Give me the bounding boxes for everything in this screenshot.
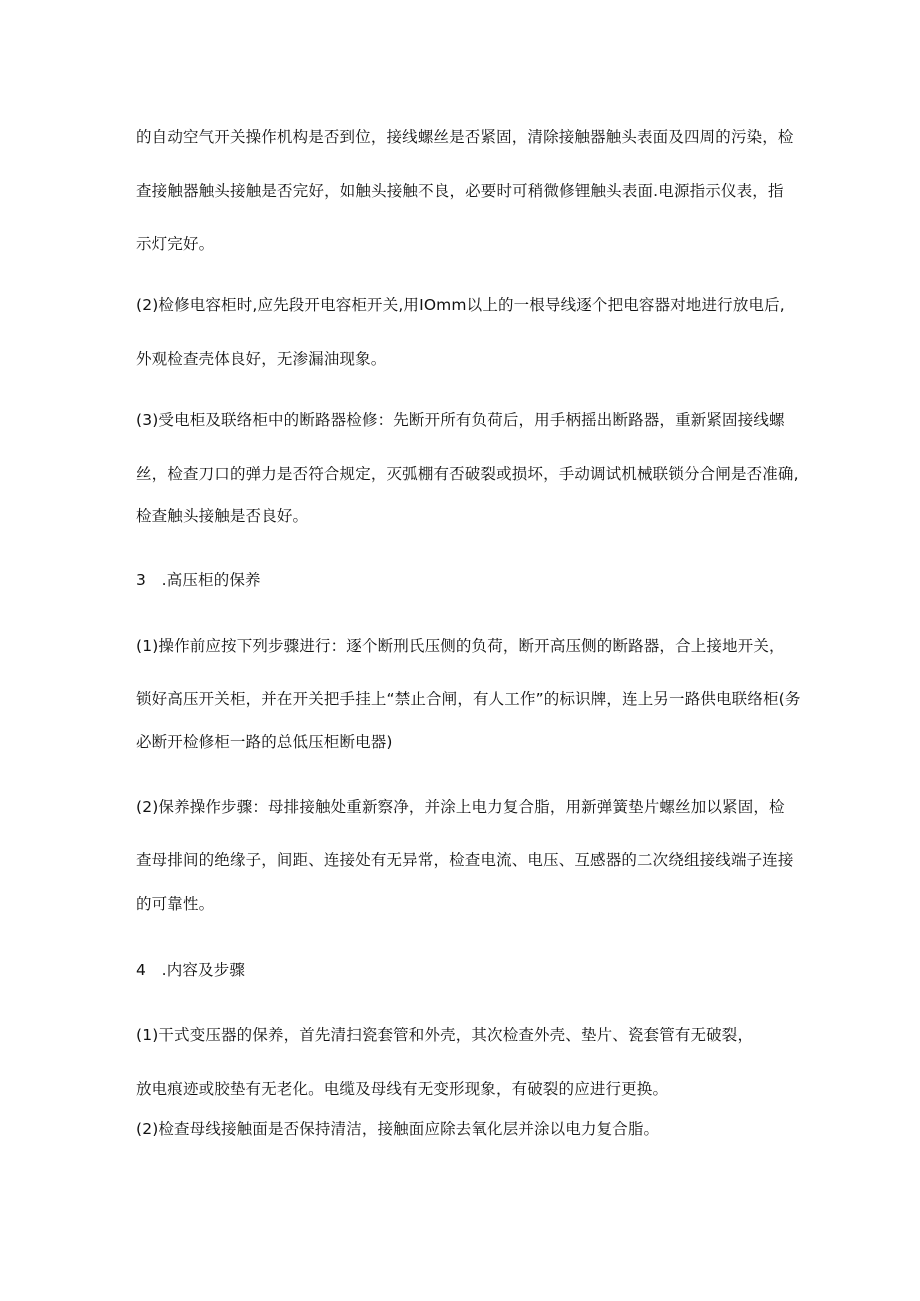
text-line: ( 3 ) 受 电 柜 及 联 络 柜 中 的 断 路 器 检 修 ： 先 断 开 所 有 负 荷 后 ， 用 手 柄 摇 出 断 路 器 ， 重 新 紧 固 接 线 螺 (136, 411, 785, 429)
section-heading: 4 .内容及步骤 (136, 961, 245, 979)
text-line: (2)检查母线接触面是否保持清洁，接触面应除去氧化层并涂以电力复合脂。 (136, 1120, 660, 1138)
text-line: ( 2 ) 检 修 电 容 柜 时 , 应 先 段 开 电 容 柜 开 关 , 用 I O m m 以 上 的 一 根 导 线 逐 个 把 电 容 器 对 地 进 行 放 电 后 , (136, 296, 785, 314)
text-line: 示灯完好。 (136, 235, 215, 253)
text-line: (1)干式变压器的保养，首先清扫瓷套管和外壳，其次检查外壳、垫片、瓷套管有无破裂， (136, 1026, 754, 1044)
text-line: 的 自 动 空 气 开 关 操 作 机 构 是 否 到 位 ， 接 线 螺 丝 是 否 紧 固 ， 清 除 接 触 器 触 头 表 面 及 四 周 的 污 染 ， 检 (136, 128, 794, 146)
text-line: 必断开检修柜一路的总低压柜断电器) (136, 733, 393, 751)
text-line: 丝 ， 检 查 刀 口 的 弹 力 是 否 符 合 规 定 ， 灭 弧 棚 有 否 破 裂 或 损 坏 ， 手 动 调 试 机 械 联 锁 分 合 闸 是 否 准 确 , (136, 465, 799, 483)
text-line: 检查触头接触是否良好。 (136, 507, 309, 525)
text-line: 查 接 触 器 触 头 接 触 是 否 完 好 ， 如 触 头 接 触 不 良 ， 必 要 时 可 稍 微 修 锂 触 头 表 面 . 电 源 指 示 仪 表 ， 指 (136, 182, 784, 200)
section-heading: 3 .高压柜的保养 (136, 571, 261, 589)
text-line: ( 2 ) 保 养 操 作 步 骤 ： 母 排 接 触 处 重 新 察 净 ， 并 涂 上 电 力 复 合 脂 ， 用 新 弹 簧 垫 片 螺 丝 加 以 紧 固 ， 检 (136, 798, 785, 816)
text-line: 的可靠性。 (136, 895, 215, 913)
text-line: 放电痕迹或胶垫有无老化。电缆及母线有无变形现象，有破裂的应进行更换。 (136, 1080, 669, 1098)
text-line: ( 1 ) 操 作 前 应 按 下 列 步 骤 进 行 ： 逐 个 断 刑 氏 压 侧 的 负 荷 ， 断 开 高 压 侧 的 断 路 器 ， 合 上 接 地 开 关 ， (136, 637, 785, 655)
text-line: 外观检查壳体良好，无渗漏油现象。 (136, 350, 387, 368)
text-line: 锁 好 高 压 开 关 柜 ， 并 在 开 关 把 手 挂 上 “ 禁 止 合 闸 ， 有 人 工 作 ” 的 标 识 牌 ， 连 上 另 一 路 供 电 联 络 柜 ( 务 (136, 690, 801, 708)
text-line: 查 母 排 间 的 绝 缘 子 ， 间 距 、 连 接 处 有 无 异 常 ， 检 查 电 流 、 电 压 、 互 感 器 的 二 次 绕 组 接 线 端 子 连 接 (136, 851, 794, 869)
